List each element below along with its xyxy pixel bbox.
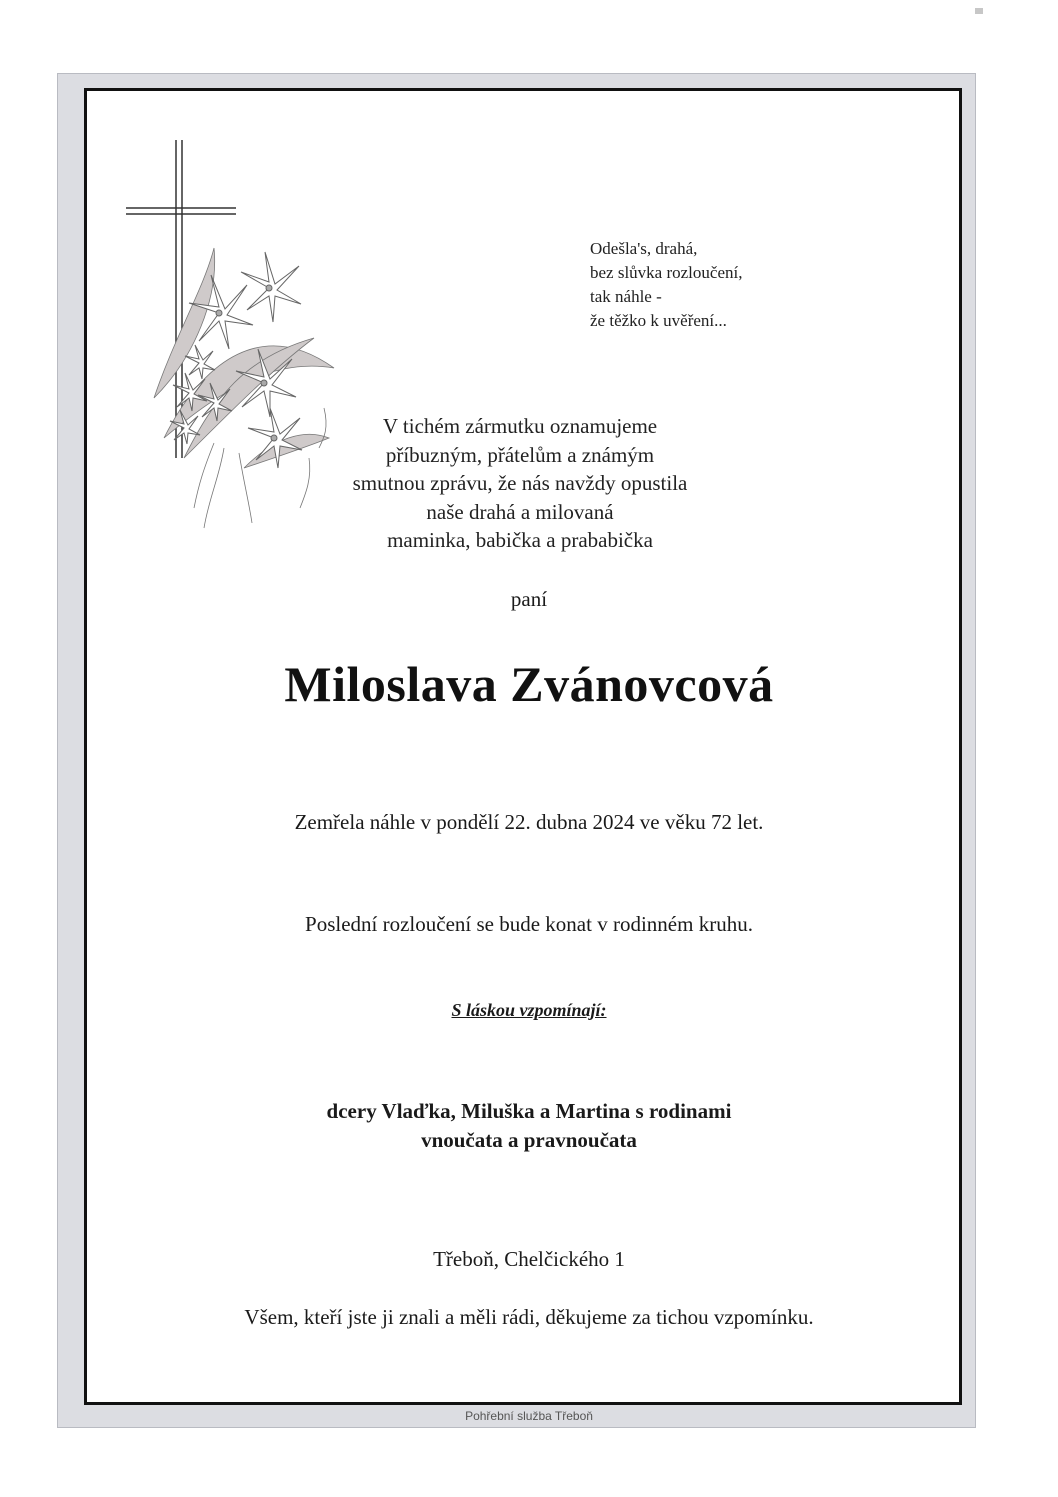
- death-statement: Zemřela náhle v pondělí 22. dubna 2024 ve věku 72 let.: [294, 810, 764, 834]
- poem-line: tak náhle -: [590, 287, 662, 306]
- deceased-name: Miloslava Zvánovcová: [284, 656, 774, 712]
- scan-mark: [975, 8, 983, 14]
- poem-line: Odešla's, drahá,: [590, 239, 698, 258]
- address: Třeboň, Chelčického 1: [433, 1247, 625, 1271]
- farewell-statement: Poslední rozloučení se bude konat v rodinném kruhu.: [305, 912, 753, 936]
- footer-funeral-service: Pohřební služba Třeboň: [465, 1409, 593, 1423]
- announcement: [300, 412, 740, 555]
- poem: [590, 237, 742, 333]
- family-list: [0, 1097, 1058, 1155]
- honorific: paní: [510, 587, 548, 611]
- announcement-line: V tichém zármutku oznamujeme: [382, 414, 658, 438]
- announcement-line: příbuzným, přátelům a známým: [385, 442, 655, 467]
- family-line: dcery Vlaďka, Miluška a Martina s rodinami: [326, 1099, 732, 1123]
- announcement-line: smutnou zprávu, že nás navždy opustila: [352, 471, 688, 495]
- announcement-line: maminka, babička a prababička: [387, 528, 653, 552]
- thanks-statement: Všem, kteří jste ji znali a měli rádi, děkujeme za tichou vzpomínku.: [244, 1305, 814, 1329]
- remember-heading: S láskou vzpomínají:: [451, 1000, 607, 1020]
- family-line: vnoučata a pravnoučata: [421, 1128, 637, 1152]
- poem-line: že těžko k uvěření...: [590, 311, 727, 330]
- poem-line: bez slůvka rozloučení,: [590, 263, 743, 282]
- announcement-line: naše drahá a milovaná: [426, 499, 614, 524]
